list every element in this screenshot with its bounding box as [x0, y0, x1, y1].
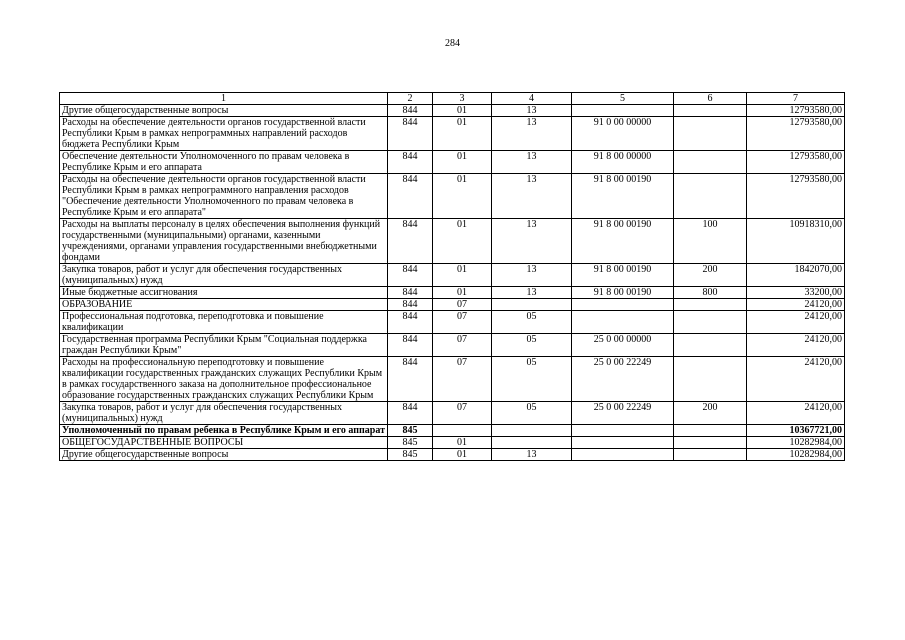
header-cell: 1: [60, 93, 388, 105]
row-subsection-cell: 13: [492, 151, 572, 174]
row-section-cell: 01: [433, 174, 492, 219]
row-section-cell: 01: [433, 437, 492, 449]
row-sum-cell: 12793580,00: [747, 151, 845, 174]
row-target-cell: [572, 437, 674, 449]
row-name-cell: Профессиональная подготовка, переподготовка и повышение квалификации: [60, 311, 388, 334]
row-expense-type-cell: [674, 357, 747, 402]
row-sum-cell: 12793580,00: [747, 105, 845, 117]
row-sum-cell: 10282984,00: [747, 449, 845, 461]
row-sum-cell: 24120,00: [747, 402, 845, 425]
header-cell: 5: [572, 93, 674, 105]
row-code-cell: 844: [388, 174, 433, 219]
row-name-cell: Уполномоченный по правам ребенка в Республике Крым и его аппарат: [60, 425, 388, 437]
row-subsection-cell: [492, 299, 572, 311]
row-section-cell: 01: [433, 287, 492, 299]
row-section-cell: 07: [433, 402, 492, 425]
row-name-cell: Закупка товаров, работ и услуг для обеспечения государственных (муниципальных) нужд: [60, 264, 388, 287]
row-sum-cell: 12793580,00: [747, 117, 845, 151]
row-target-cell: 25 0 00 22249: [572, 402, 674, 425]
row-target-cell: 91 8 00 00190: [572, 287, 674, 299]
row-expense-type-cell: [674, 437, 747, 449]
row-name-cell: Расходы на выплаты персоналу в целях обеспечения выполнения функций государственными (муниципальными) органами, казенными учреждениями, органами управления государственными внебюджетными фондами: [60, 219, 388, 264]
row-section-cell: 07: [433, 334, 492, 357]
row-target-cell: [572, 299, 674, 311]
row-code-cell: 845: [388, 449, 433, 461]
row-expense-type-cell: [674, 174, 747, 219]
row-code-cell: 844: [388, 264, 433, 287]
table-row: [60, 449, 845, 461]
row-expense-type-cell: [674, 425, 747, 437]
row-name-cell: Расходы на профессиональную переподготовку и повышение квалификации государственных гражданских служащих Республики Крым в рамках государственного заказа на дополнительное профессиональное образование государственных гражданских служащих Республики Крым: [60, 357, 388, 402]
row-section-cell: 01: [433, 219, 492, 264]
row-section-cell: 01: [433, 264, 492, 287]
row-sum-cell: 10282984,00: [747, 437, 845, 449]
row-section-cell: 01: [433, 151, 492, 174]
row-target-cell: 25 0 00 00000: [572, 334, 674, 357]
row-expense-type-cell: 800: [674, 287, 747, 299]
row-name-cell: Обеспечение деятельности Уполномоченного по правам человека в Республике Крым и его аппарата: [60, 151, 388, 174]
table-row: [60, 117, 845, 151]
row-sum-cell: 1842070,00: [747, 264, 845, 287]
row-sum-cell: 12793580,00: [747, 174, 845, 219]
row-sum-cell: 10918310,00: [747, 219, 845, 264]
table-row: [60, 437, 845, 449]
table-row: [60, 357, 845, 402]
row-sum-cell: 24120,00: [747, 299, 845, 311]
row-sum-cell: 33200,00: [747, 287, 845, 299]
table-row: [60, 334, 845, 357]
row-subsection-cell: 05: [492, 402, 572, 425]
table-row: [60, 311, 845, 334]
row-code-cell: 845: [388, 425, 433, 437]
row-section-cell: 07: [433, 299, 492, 311]
row-target-cell: 91 8 00 00190: [572, 174, 674, 219]
row-subsection-cell: [492, 437, 572, 449]
row-section-cell: [433, 425, 492, 437]
table-row: [60, 105, 845, 117]
row-subsection-cell: 13: [492, 105, 572, 117]
row-subsection-cell: 05: [492, 311, 572, 334]
row-section-cell: 01: [433, 449, 492, 461]
table-row: [60, 264, 845, 287]
table-row: [60, 402, 845, 425]
table-row: [60, 287, 845, 299]
row-sum-cell: 24120,00: [747, 311, 845, 334]
row-code-cell: 844: [388, 334, 433, 357]
row-name-cell: Расходы на обеспечение деятельности органов государственной власти Республики Крым в рамках непрограммного направления расходов "Обеспечение деятельности Уполномоченного по правам человека в Республике Крым и его аппарата": [60, 174, 388, 219]
row-section-cell: 01: [433, 117, 492, 151]
row-subsection-cell: 13: [492, 264, 572, 287]
row-target-cell: 91 0 00 00000: [572, 117, 674, 151]
row-target-cell: [572, 105, 674, 117]
header-cell: 7: [747, 93, 845, 105]
table-row: [60, 151, 845, 174]
row-name-cell: Расходы на обеспечение деятельности органов государственной власти Республики Крым в рамках непрограммных направлений расходов бюджета Республики Крым: [60, 117, 388, 151]
row-section-cell: 01: [433, 105, 492, 117]
row-code-cell: 844: [388, 151, 433, 174]
row-target-cell: [572, 425, 674, 437]
row-subsection-cell: 13: [492, 174, 572, 219]
row-expense-type-cell: [674, 311, 747, 334]
row-subsection-cell: [492, 425, 572, 437]
row-code-cell: 844: [388, 402, 433, 425]
budget-table: [59, 92, 845, 461]
row-sum-cell: 24120,00: [747, 334, 845, 357]
row-code-cell: 844: [388, 117, 433, 151]
row-subsection-cell: 13: [492, 449, 572, 461]
header-cell: 6: [674, 93, 747, 105]
table-row: [60, 174, 845, 219]
row-subsection-cell: 13: [492, 287, 572, 299]
row-target-cell: 91 8 00 00000: [572, 151, 674, 174]
row-section-cell: 07: [433, 357, 492, 402]
row-name-cell: Закупка товаров, работ и услуг для обеспечения государственных (муниципальных) нужд: [60, 402, 388, 425]
row-code-cell: 844: [388, 299, 433, 311]
row-expense-type-cell: [674, 449, 747, 461]
row-name-cell: ОБРАЗОВАНИЕ: [60, 299, 388, 311]
header-cell: 4: [492, 93, 572, 105]
row-name-cell: Другие общегосударственные вопросы: [60, 105, 388, 117]
table-row: [60, 425, 845, 437]
row-target-cell: 91 8 00 00190: [572, 219, 674, 264]
row-expense-type-cell: 100: [674, 219, 747, 264]
header-cell: 3: [433, 93, 492, 105]
row-target-cell: 91 8 00 00190: [572, 264, 674, 287]
row-expense-type-cell: [674, 299, 747, 311]
page-number: 284: [445, 38, 460, 49]
row-expense-type-cell: 200: [674, 402, 747, 425]
row-name-cell: Государственная программа Республики Крым "Социальная поддержка граждан Республики Крым": [60, 334, 388, 357]
row-subsection-cell: 05: [492, 334, 572, 357]
row-section-cell: 07: [433, 311, 492, 334]
row-code-cell: 844: [388, 287, 433, 299]
row-name-cell: ОБЩЕГОСУДАРСТВЕННЫЕ ВОПРОСЫ: [60, 437, 388, 449]
row-expense-type-cell: [674, 334, 747, 357]
row-expense-type-cell: [674, 151, 747, 174]
row-code-cell: 845: [388, 437, 433, 449]
row-subsection-cell: 13: [492, 219, 572, 264]
table-row: [60, 219, 845, 264]
row-code-cell: 844: [388, 357, 433, 402]
row-name-cell: Другие общегосударственные вопросы: [60, 449, 388, 461]
row-code-cell: 844: [388, 311, 433, 334]
row-expense-type-cell: [674, 105, 747, 117]
row-target-cell: 25 0 00 22249: [572, 357, 674, 402]
row-target-cell: [572, 449, 674, 461]
row-subsection-cell: 13: [492, 117, 572, 151]
header-row: [60, 93, 845, 105]
row-target-cell: [572, 311, 674, 334]
row-subsection-cell: 05: [492, 357, 572, 402]
row-sum-cell: 10367721,00: [747, 425, 845, 437]
row-expense-type-cell: [674, 117, 747, 151]
header-cell: 2: [388, 93, 433, 105]
row-sum-cell: 24120,00: [747, 357, 845, 402]
row-code-cell: 844: [388, 105, 433, 117]
row-expense-type-cell: 200: [674, 264, 747, 287]
row-code-cell: 844: [388, 219, 433, 264]
row-name-cell: Иные бюджетные ассигнования: [60, 287, 388, 299]
table-row: [60, 299, 845, 311]
